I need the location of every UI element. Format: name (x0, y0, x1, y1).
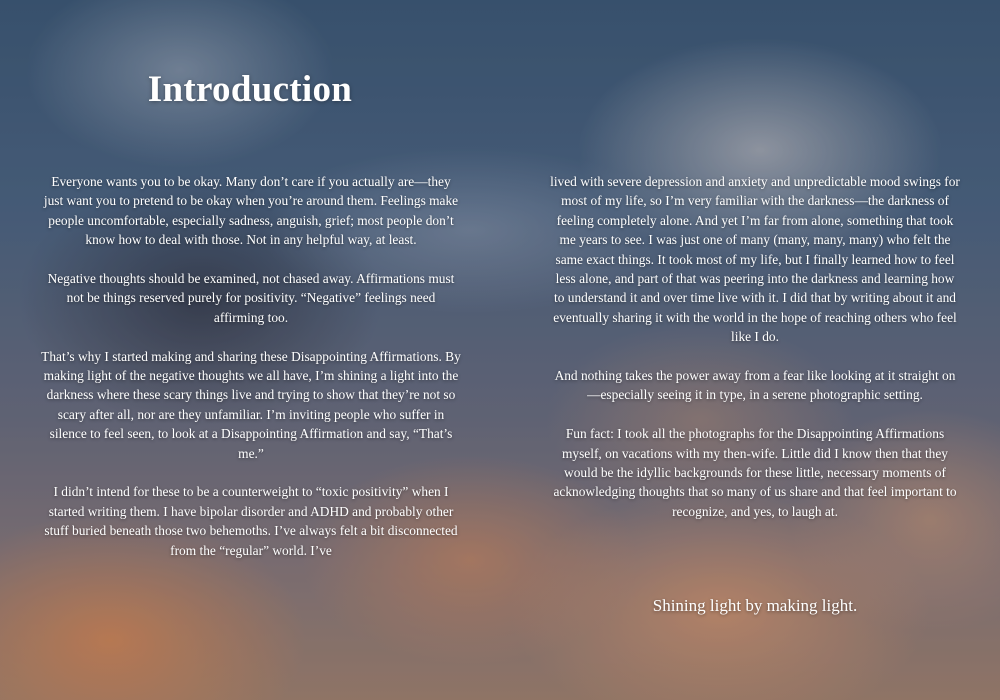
tagline: Shining light by making light. (652, 596, 858, 615)
paragraph: Negative thoughts should be examined, not chased away. Affirmations must not be things reserved purely for positivity. “Negative” feelings need affirming too. (47, 271, 455, 325)
paragraph: That’s why I started making and sharing these Disappointing Affirmations. By making light of the negative thoughts we all have, I’m shining a light into the darkness where these scary things live and trying to show that they’re not so scary after all, nor are they unfamiliar. I’m inviting people who suffer in silence to feel seen, to look at a Disappointing Affirmation and say, “That’s me.” (41, 348, 461, 461)
paragraph: I didn’t intend for these to be a counterweight to “toxic positivity” when I started writing them. I have bipolar disorder and ADHD and probably other stuff buried beneath those two behemoths. I’ve always felt a bit disconnected from the “regular” world. I’ve (44, 484, 458, 558)
page-title: Introduction (147, 69, 353, 110)
left-body-text (40, 172, 462, 579)
paragraph: Everyone wants you to be okay. Many don’t care if you actually are—they just want you to pretend to be okay when you’re around them. Feelings make people uncomfortable, especially sadness, anguish, grief; most people don’t know how to deal with those. Not in any helpful way, at least. (43, 174, 459, 248)
right-page (500, 0, 1000, 700)
paragraph: And nothing takes the power away from a fear like looking at it straight on—especially seeing it in type, in a serene photographic setting. (554, 368, 956, 403)
right-body-text (550, 172, 960, 541)
paragraph: Fun fact: I took all the photographs for the Disappointing Affirmations myself, on vacations with my then-wife. Little did I know then that they would be the idyllic backgrounds for these little, necessary moments of acknowledging thoughts that so many of us share and that feel important to recognize, and yes, to laugh at. (553, 426, 957, 519)
paragraph: lived with severe depression and anxiety and unpredictable mood swings for most of my life, so I’m very familiar with the darkness—the darkness of feeling completely alone. And yet I’m far from alone, something that took me years to see. I was just one of many (many, many, many) who felt the same exact things. It took most of my life, but I finally learned how to feel less alone, and part of that was peering into the darkness and learning how to understand it and over time live with it. I did that by writing about it and eventually sharing it with the world in the hope of reaching others who feel like I do. (550, 174, 960, 345)
